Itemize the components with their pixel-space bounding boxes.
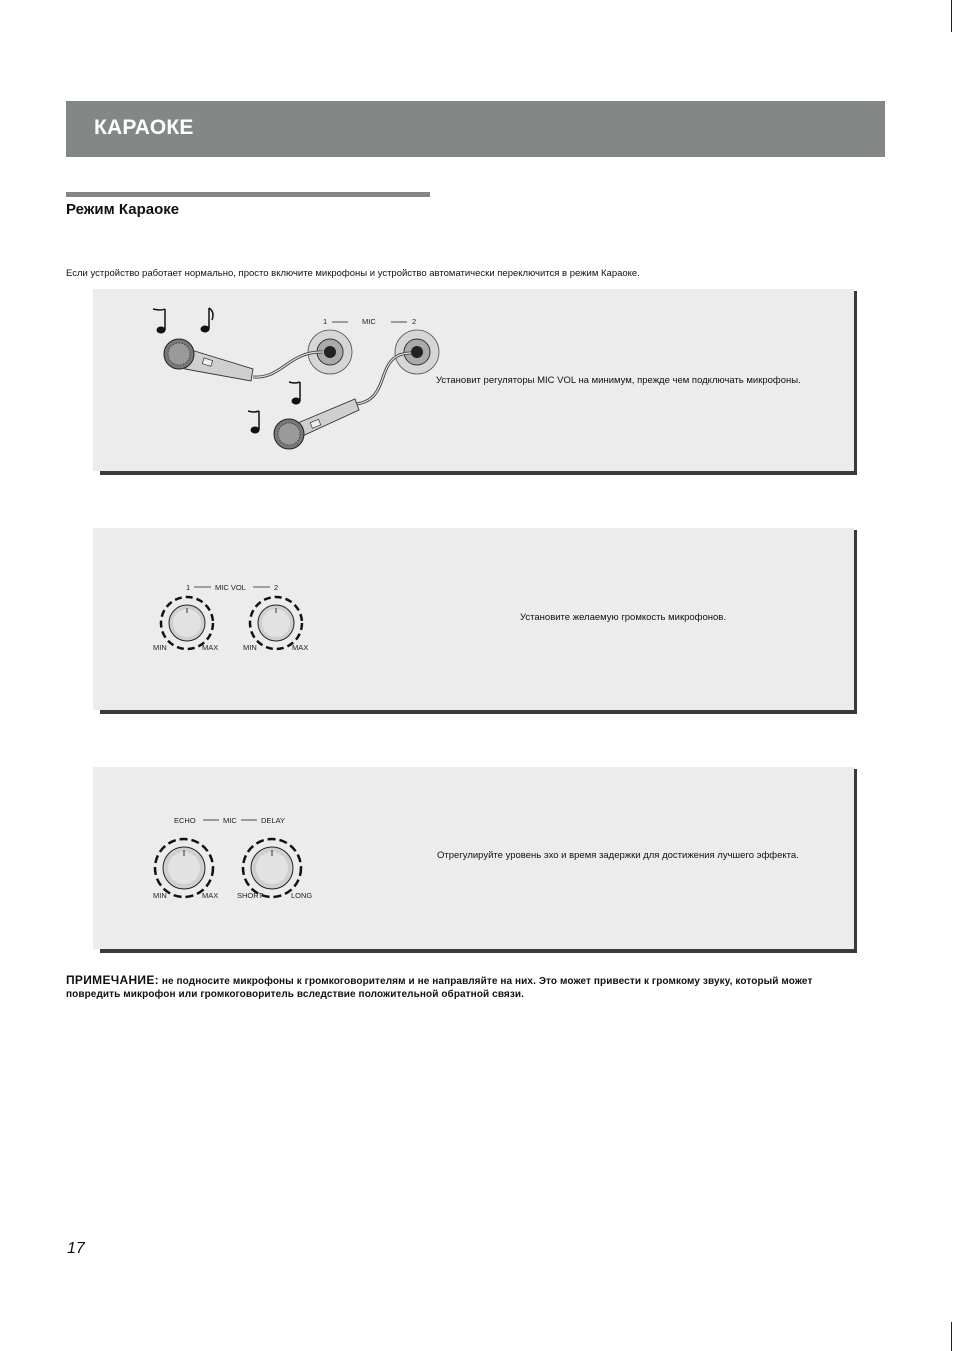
panel-echo-delay xyxy=(93,767,854,949)
echo-min: MIN xyxy=(153,891,167,900)
section-title: Режим Караоке xyxy=(66,201,180,218)
knob-1-max: MAX xyxy=(202,643,219,652)
knob-label-2: 2 xyxy=(274,583,279,592)
mic-volume-knobs-illustration xyxy=(93,528,854,710)
music-note-icon xyxy=(201,308,213,332)
panel-2-instruction: Установите желаемую громкость микрофонов. xyxy=(520,612,726,623)
note xyxy=(66,974,856,1001)
echo-max: MAX xyxy=(202,891,219,900)
echo-knob xyxy=(155,839,213,897)
knob-1-min: MIN xyxy=(153,643,167,652)
knob-label-micvol: MIC VOL xyxy=(215,583,246,592)
jack-label-1: 1 xyxy=(323,317,328,326)
crop-mark-bottom-right xyxy=(951,1322,952,1351)
music-note-icon xyxy=(289,382,300,404)
panel-1-instruction: Установит регуляторы MIC VOL на минимум, прежде чем подключать микрофоны. xyxy=(436,375,801,386)
mic-vol-knob-1 xyxy=(161,597,213,649)
mic-vol-knob-2 xyxy=(250,597,302,649)
header-bar xyxy=(66,101,885,157)
panel-mic-volume xyxy=(93,528,854,710)
music-note-icon xyxy=(248,411,259,433)
microphone-2-icon xyxy=(274,399,359,449)
panel-connect-mics xyxy=(93,289,854,471)
note-label: ПРИМЕЧАНИЕ: xyxy=(66,973,159,987)
jack-label-mic: MIC xyxy=(362,317,376,326)
knob-label-mic: MIC xyxy=(223,816,237,825)
delay-long: LONG xyxy=(291,891,313,900)
knob-2-min: MIN xyxy=(243,643,257,652)
knob-label-1: 1 xyxy=(186,583,191,592)
page-title: КАРАОКЕ xyxy=(94,116,194,139)
music-note-icon xyxy=(153,309,165,333)
jack-label-2: 2 xyxy=(412,317,417,326)
mic-jack-2 xyxy=(395,330,439,374)
knob-label-delay: DELAY xyxy=(261,816,286,825)
delay-knob xyxy=(243,839,301,897)
crop-mark-top-right xyxy=(951,0,952,32)
knob-label-echo: ECHO xyxy=(174,816,196,825)
page-number: 17 xyxy=(67,1240,85,1257)
note-text: не подносите микрофоны к громкоговорителям и не направляйте на них. Это может привести к громкому звуку, который может повредить микрофон или громкоговоритель вследствие положительной обратной связи. xyxy=(66,976,813,1000)
section-rule xyxy=(66,192,430,197)
delay-short: SHORT xyxy=(237,891,264,900)
knob-2-max: MAX xyxy=(292,643,309,652)
panel-3-instruction: Отрегулируйте уровень эхо и время задержки для достижения лучшего эффекта. xyxy=(437,850,799,861)
intro-text: Если устройство работает нормально, просто включите микрофоны и устройство автоматически переключится в режим Караоке. xyxy=(66,268,640,279)
microphone-1-icon xyxy=(164,339,253,381)
